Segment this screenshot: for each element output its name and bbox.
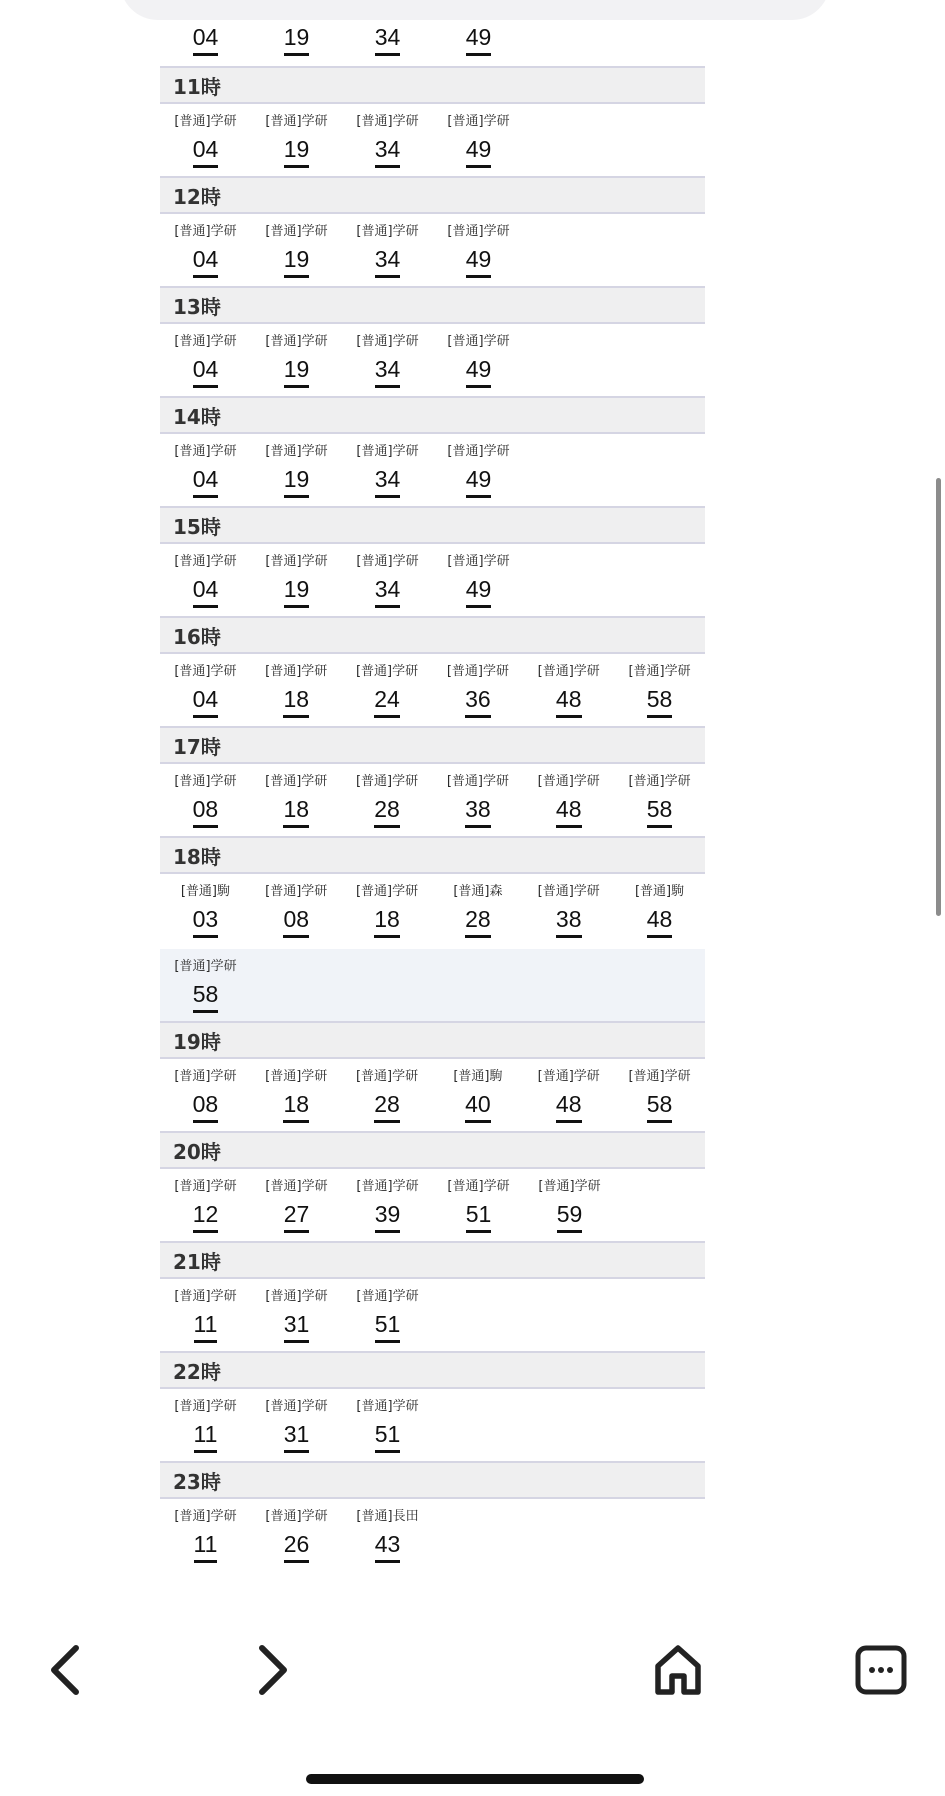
forward-button[interactable] <box>240 1640 300 1700</box>
train-type-label: [普通]学研 <box>265 334 328 349</box>
train-type-label: [普通]学研 <box>174 334 237 349</box>
departure-cell[interactable] <box>523 654 614 718</box>
train-type-label: [普通]駒 <box>634 884 685 899</box>
departure-minute-link[interactable]: 48 <box>556 796 582 828</box>
departure-cell[interactable] <box>342 434 433 498</box>
hour-header: 21時 <box>160 1241 705 1279</box>
train-type-label: [普通]学研 <box>265 1179 328 1194</box>
departure-cell[interactable] <box>342 214 433 278</box>
departure-cell[interactable] <box>251 1059 342 1123</box>
train-type-label: [普通]学研 <box>447 554 510 569</box>
departure-cell[interactable] <box>251 434 342 498</box>
train-type-label: [普通]学研 <box>174 959 237 974</box>
departure-minute-link[interactable]: 31 <box>284 1311 310 1343</box>
train-type-label: [普通]学研 <box>265 1289 328 1304</box>
train-type-label: [普通]学研 <box>174 664 237 679</box>
train-type-label: [普通]学研 <box>265 1069 328 1084</box>
train-type-label: [普通]学研 <box>355 1069 419 1084</box>
train-type-label: [普通]学研 <box>174 1399 237 1414</box>
departure-minute-link[interactable]: 28 <box>465 906 491 938</box>
departure-minute-link[interactable]: 34 <box>375 466 401 498</box>
train-type-label: [普通]学研 <box>628 774 691 789</box>
train-type-label: [普通]学研 <box>447 1179 510 1194</box>
departure-row <box>160 1279 705 1351</box>
departure-cell[interactable] <box>160 1279 251 1343</box>
departure-minute-link[interactable]: 19 <box>284 136 310 168</box>
departure-minute-link[interactable]: 18 <box>283 1091 309 1123</box>
train-type-label: [普通]長田 <box>356 1509 419 1524</box>
departure-cell[interactable] <box>160 1389 251 1453</box>
departure-cell[interactable] <box>160 949 251 1013</box>
departure-minute-link[interactable]: 18 <box>283 686 309 718</box>
departure-minute-link[interactable]: 51 <box>375 1311 401 1343</box>
departure-cell[interactable] <box>342 654 433 718</box>
train-type-label: [普通]学研 <box>355 774 419 789</box>
train-type-label: [普通]学研 <box>356 1289 419 1304</box>
departure-row <box>160 434 705 506</box>
hour-header: 14時 <box>160 396 705 434</box>
departure-cell[interactable] <box>342 1169 433 1233</box>
departure-minute-link[interactable]: 11 <box>194 1421 218 1453</box>
departure-minute-link[interactable]: 49 <box>466 356 492 388</box>
departure-cell[interactable] <box>251 1499 342 1563</box>
home-button[interactable] <box>648 1640 708 1700</box>
departure-cell[interactable] <box>342 1389 433 1453</box>
train-type-label: [普通]学研 <box>356 1179 419 1194</box>
departure-minute-link[interactable]: 49 <box>466 576 492 608</box>
train-type-label: [普通]駒 <box>453 1069 503 1084</box>
train-type-label: [普通]学研 <box>174 114 237 129</box>
back-button[interactable] <box>38 1640 98 1700</box>
train-type-label: [普通]駒 <box>180 884 230 899</box>
train-type-label: [普通]学研 <box>265 224 328 239</box>
departure-minute-link[interactable]: 59 <box>557 1201 583 1233</box>
train-type-label: [普通]学研 <box>355 664 419 679</box>
departure-minute-link[interactable]: 04 <box>193 576 219 608</box>
train-type-label: [普通]学研 <box>174 1179 237 1194</box>
departure-cell[interactable] <box>160 1169 251 1233</box>
train-type-label: [普通]学研 <box>174 1069 237 1084</box>
train-type-label: [普通]学研 <box>447 114 510 129</box>
departure-cell[interactable] <box>433 324 524 388</box>
departure-row <box>160 1499 705 1571</box>
departure-cell[interactable] <box>160 104 251 168</box>
departure-minute-link[interactable]: 11 <box>194 1531 218 1563</box>
departure-minute-link[interactable]: 34 <box>375 136 401 168</box>
departure-minute-link[interactable]: 27 <box>284 1201 310 1233</box>
departure-cell[interactable] <box>251 214 342 278</box>
departure-minute-link[interactable]: 19 <box>284 576 310 608</box>
departure-minute-link[interactable]: 58 <box>647 1091 673 1123</box>
train-type-label: [普通]学研 <box>265 114 328 129</box>
departure-minute-link[interactable]: 39 <box>375 1201 401 1233</box>
departure-cell[interactable] <box>160 324 251 388</box>
departure-minute-link[interactable]: 38 <box>465 796 491 828</box>
train-type-label: [普通]学研 <box>265 1509 328 1524</box>
departure-minute-link[interactable]: 04 <box>193 24 219 56</box>
departure-minute-link[interactable]: 58 <box>647 686 673 718</box>
departure-cell[interactable] <box>251 1169 342 1233</box>
scrollbar[interactable] <box>936 478 941 916</box>
departure-minute-link[interactable]: 58 <box>647 796 673 828</box>
departure-cell[interactable] <box>433 0 524 56</box>
departure-minute-link[interactable]: 12 <box>193 1201 219 1233</box>
departure-cell[interactable] <box>342 874 433 938</box>
train-type-label: [普通]学研 <box>265 1399 328 1414</box>
departure-minute-link[interactable]: 24 <box>374 686 400 718</box>
browser-toolbar <box>0 1615 945 1725</box>
departure-minute-link[interactable]: 48 <box>556 1091 582 1123</box>
hour-header: 18時 <box>160 836 705 874</box>
train-type-label: [普通]学研 <box>265 884 328 899</box>
departure-minute-link[interactable]: 04 <box>193 136 219 168</box>
train-type-label: [普通]学研 <box>174 444 237 459</box>
chevron-right-icon <box>240 1640 300 1700</box>
departure-minute-link[interactable]: 04 <box>193 466 219 498</box>
departure-cell[interactable] <box>433 104 524 168</box>
departure-cell[interactable] <box>432 764 523 828</box>
departure-minute-link[interactable]: 19 <box>284 356 310 388</box>
train-type-label: [普通]学研 <box>537 884 600 899</box>
departure-minute-link[interactable]: 04 <box>193 246 219 278</box>
departure-minute-link[interactable]: 34 <box>375 24 401 56</box>
departure-cell[interactable] <box>342 764 433 828</box>
departure-cell[interactable] <box>614 1059 705 1123</box>
departure-cell[interactable] <box>160 874 251 938</box>
train-type-label: [普通]学研 <box>356 224 419 239</box>
departure-cell[interactable] <box>160 1499 251 1563</box>
departure-cell[interactable] <box>432 1059 523 1123</box>
train-type-label: [普通]学研 <box>356 334 419 349</box>
train-type-label: [普通]学研 <box>174 224 237 239</box>
timetable <box>160 0 705 1571</box>
departure-minute-link[interactable]: 34 <box>375 356 401 388</box>
departure-minute-link[interactable]: 40 <box>465 1091 491 1123</box>
train-type-label: [普通]学研 <box>537 1069 600 1084</box>
train-type-label: [普通]学研 <box>174 1289 237 1304</box>
train-type-label: [普通]学研 <box>174 774 237 789</box>
departure-cell[interactable] <box>523 874 614 938</box>
departure-minute-link[interactable]: 58 <box>193 981 219 1013</box>
departure-minute-link[interactable]: 34 <box>375 576 401 608</box>
departure-minute-link[interactable]: 49 <box>466 466 492 498</box>
departure-row <box>160 764 705 836</box>
departure-cell[interactable] <box>251 1279 342 1343</box>
departure-minute-link[interactable]: 51 <box>466 1201 492 1233</box>
departure-minute-link[interactable]: 36 <box>465 686 491 718</box>
train-type-label: [普通]学研 <box>447 224 510 239</box>
departure-cell[interactable] <box>251 764 342 828</box>
departure-cell[interactable] <box>342 1059 433 1123</box>
train-type-label: [普通]学研 <box>447 334 510 349</box>
departure-cell[interactable] <box>342 1499 433 1563</box>
hour-header: 20時 <box>160 1131 705 1169</box>
departure-cell[interactable] <box>160 544 251 608</box>
hour-header: 13時 <box>160 286 705 324</box>
departure-minute-link[interactable]: 08 <box>283 906 309 938</box>
departure-minute-link[interactable]: 18 <box>374 906 400 938</box>
departure-minute-link[interactable]: 31 <box>284 1421 310 1453</box>
departure-cell[interactable] <box>251 0 342 56</box>
departure-minute-link[interactable]: 19 <box>284 246 310 278</box>
departure-minute-link[interactable]: 51 <box>375 1421 401 1453</box>
hour-header: 12時 <box>160 176 705 214</box>
departure-row <box>160 544 705 616</box>
departure-cell[interactable] <box>342 0 433 56</box>
train-type-label: [普通]学研 <box>355 884 419 899</box>
train-type-label: [普通]学研 <box>265 444 328 459</box>
chevron-left-icon <box>38 1640 98 1700</box>
departure-cell[interactable] <box>251 874 342 938</box>
train-type-label: [普通]学研 <box>628 664 691 679</box>
departure-row <box>160 104 705 176</box>
departure-cell[interactable] <box>523 764 614 828</box>
departure-minute-link[interactable]: 03 <box>193 906 219 938</box>
departure-cell[interactable] <box>251 104 342 168</box>
departure-minute-link[interactable]: 48 <box>647 906 673 938</box>
departure-minute-link[interactable]: 28 <box>374 1091 400 1123</box>
departure-cell[interactable] <box>160 0 251 56</box>
train-type-label: [普通]学研 <box>446 774 509 789</box>
departure-cell[interactable] <box>342 1279 433 1343</box>
departure-cell[interactable] <box>432 874 523 938</box>
departure-cell[interactable] <box>614 874 705 938</box>
departure-cell[interactable] <box>160 214 251 278</box>
train-type-label: [普通]学研 <box>356 554 419 569</box>
departure-minute-link[interactable]: 19 <box>284 24 310 56</box>
departure-cell[interactable] <box>432 654 523 718</box>
departure-cell[interactable] <box>251 654 342 718</box>
train-type-label: [普通]学研 <box>265 664 328 679</box>
train-type-label: [普通]学研 <box>174 1509 237 1524</box>
train-type-label: [普通]学研 <box>356 114 419 129</box>
departure-cell[interactable] <box>160 654 251 718</box>
departure-cell[interactable] <box>614 764 705 828</box>
departure-cell[interactable] <box>342 104 433 168</box>
departure-cell[interactable] <box>614 654 705 718</box>
departure-cell[interactable] <box>523 1059 614 1123</box>
departure-cell[interactable] <box>251 324 342 388</box>
departure-cell[interactable] <box>342 544 433 608</box>
departure-cell[interactable] <box>433 214 524 278</box>
departure-minute-link[interactable]: 26 <box>284 1531 310 1563</box>
departure-minute-link[interactable]: 49 <box>466 24 492 56</box>
menu-button[interactable] <box>852 1640 912 1700</box>
train-type-label: [普通]学研 <box>538 1179 601 1194</box>
train-type-label: [普通]学研 <box>447 444 510 459</box>
departure-minute-link[interactable]: 18 <box>283 796 309 828</box>
hour-header: 17時 <box>160 726 705 764</box>
departure-minute-link[interactable]: 38 <box>556 906 582 938</box>
train-type-label: [普通]学研 <box>174 554 237 569</box>
hour-header: 11時 <box>160 66 705 104</box>
departure-row <box>160 1169 705 1241</box>
departure-cell[interactable] <box>433 1169 524 1233</box>
departure-cell[interactable] <box>433 434 524 498</box>
departure-row <box>160 1389 705 1461</box>
train-type-label: [普通]学研 <box>537 774 600 789</box>
departure-row <box>160 949 705 1021</box>
train-type-label: [普通]学研 <box>356 444 419 459</box>
departure-cell[interactable] <box>160 434 251 498</box>
train-type-label: [普通]学研 <box>265 554 328 569</box>
hour-header: 15時 <box>160 506 705 544</box>
hour-header: 19時 <box>160 1021 705 1059</box>
departure-cell[interactable] <box>251 1389 342 1453</box>
departure-cell[interactable] <box>524 1169 615 1233</box>
departure-row <box>160 874 705 946</box>
departure-minute-link[interactable]: 08 <box>193 1091 219 1123</box>
departure-cell[interactable] <box>160 764 251 828</box>
departure-cell[interactable] <box>342 324 433 388</box>
departure-minute-link[interactable]: 04 <box>193 356 219 388</box>
hour-header: 22時 <box>160 1351 705 1389</box>
departure-minute-link[interactable]: 19 <box>284 466 310 498</box>
train-type-label: [普通]学研 <box>446 664 509 679</box>
train-type-label: [普通]学研 <box>537 664 600 679</box>
departure-row <box>160 0 705 66</box>
departure-minute-link[interactable]: 28 <box>374 796 400 828</box>
train-type-label: [普通]森 <box>453 884 503 899</box>
hour-header: 23時 <box>160 1461 705 1499</box>
departure-row <box>160 324 705 396</box>
departure-minute-link[interactable]: 43 <box>375 1531 401 1563</box>
hour-header: 16時 <box>160 616 705 654</box>
departure-minute-link[interactable]: 11 <box>194 1311 218 1343</box>
home-indicator <box>306 1774 644 1784</box>
train-type-label: [普通]学研 <box>628 1069 691 1084</box>
departure-cell[interactable] <box>251 544 342 608</box>
home-icon <box>648 1640 708 1700</box>
train-type-label: [普通]学研 <box>265 774 328 789</box>
departure-minute-link[interactable]: 49 <box>466 246 492 278</box>
more-icon <box>852 1640 912 1700</box>
departure-minute-link[interactable]: 34 <box>375 246 401 278</box>
departure-minute-link[interactable]: 08 <box>193 796 219 828</box>
departure-minute-link[interactable]: 04 <box>193 686 219 718</box>
train-type-label: [普通]学研 <box>356 1399 419 1414</box>
departure-minute-link[interactable]: 48 <box>556 686 582 718</box>
departure-cell[interactable] <box>160 1059 251 1123</box>
departure-row <box>160 654 705 726</box>
departure-row <box>160 1059 705 1131</box>
departure-cell[interactable] <box>433 544 524 608</box>
departure-row <box>160 214 705 286</box>
departure-minute-link[interactable]: 49 <box>466 136 492 168</box>
